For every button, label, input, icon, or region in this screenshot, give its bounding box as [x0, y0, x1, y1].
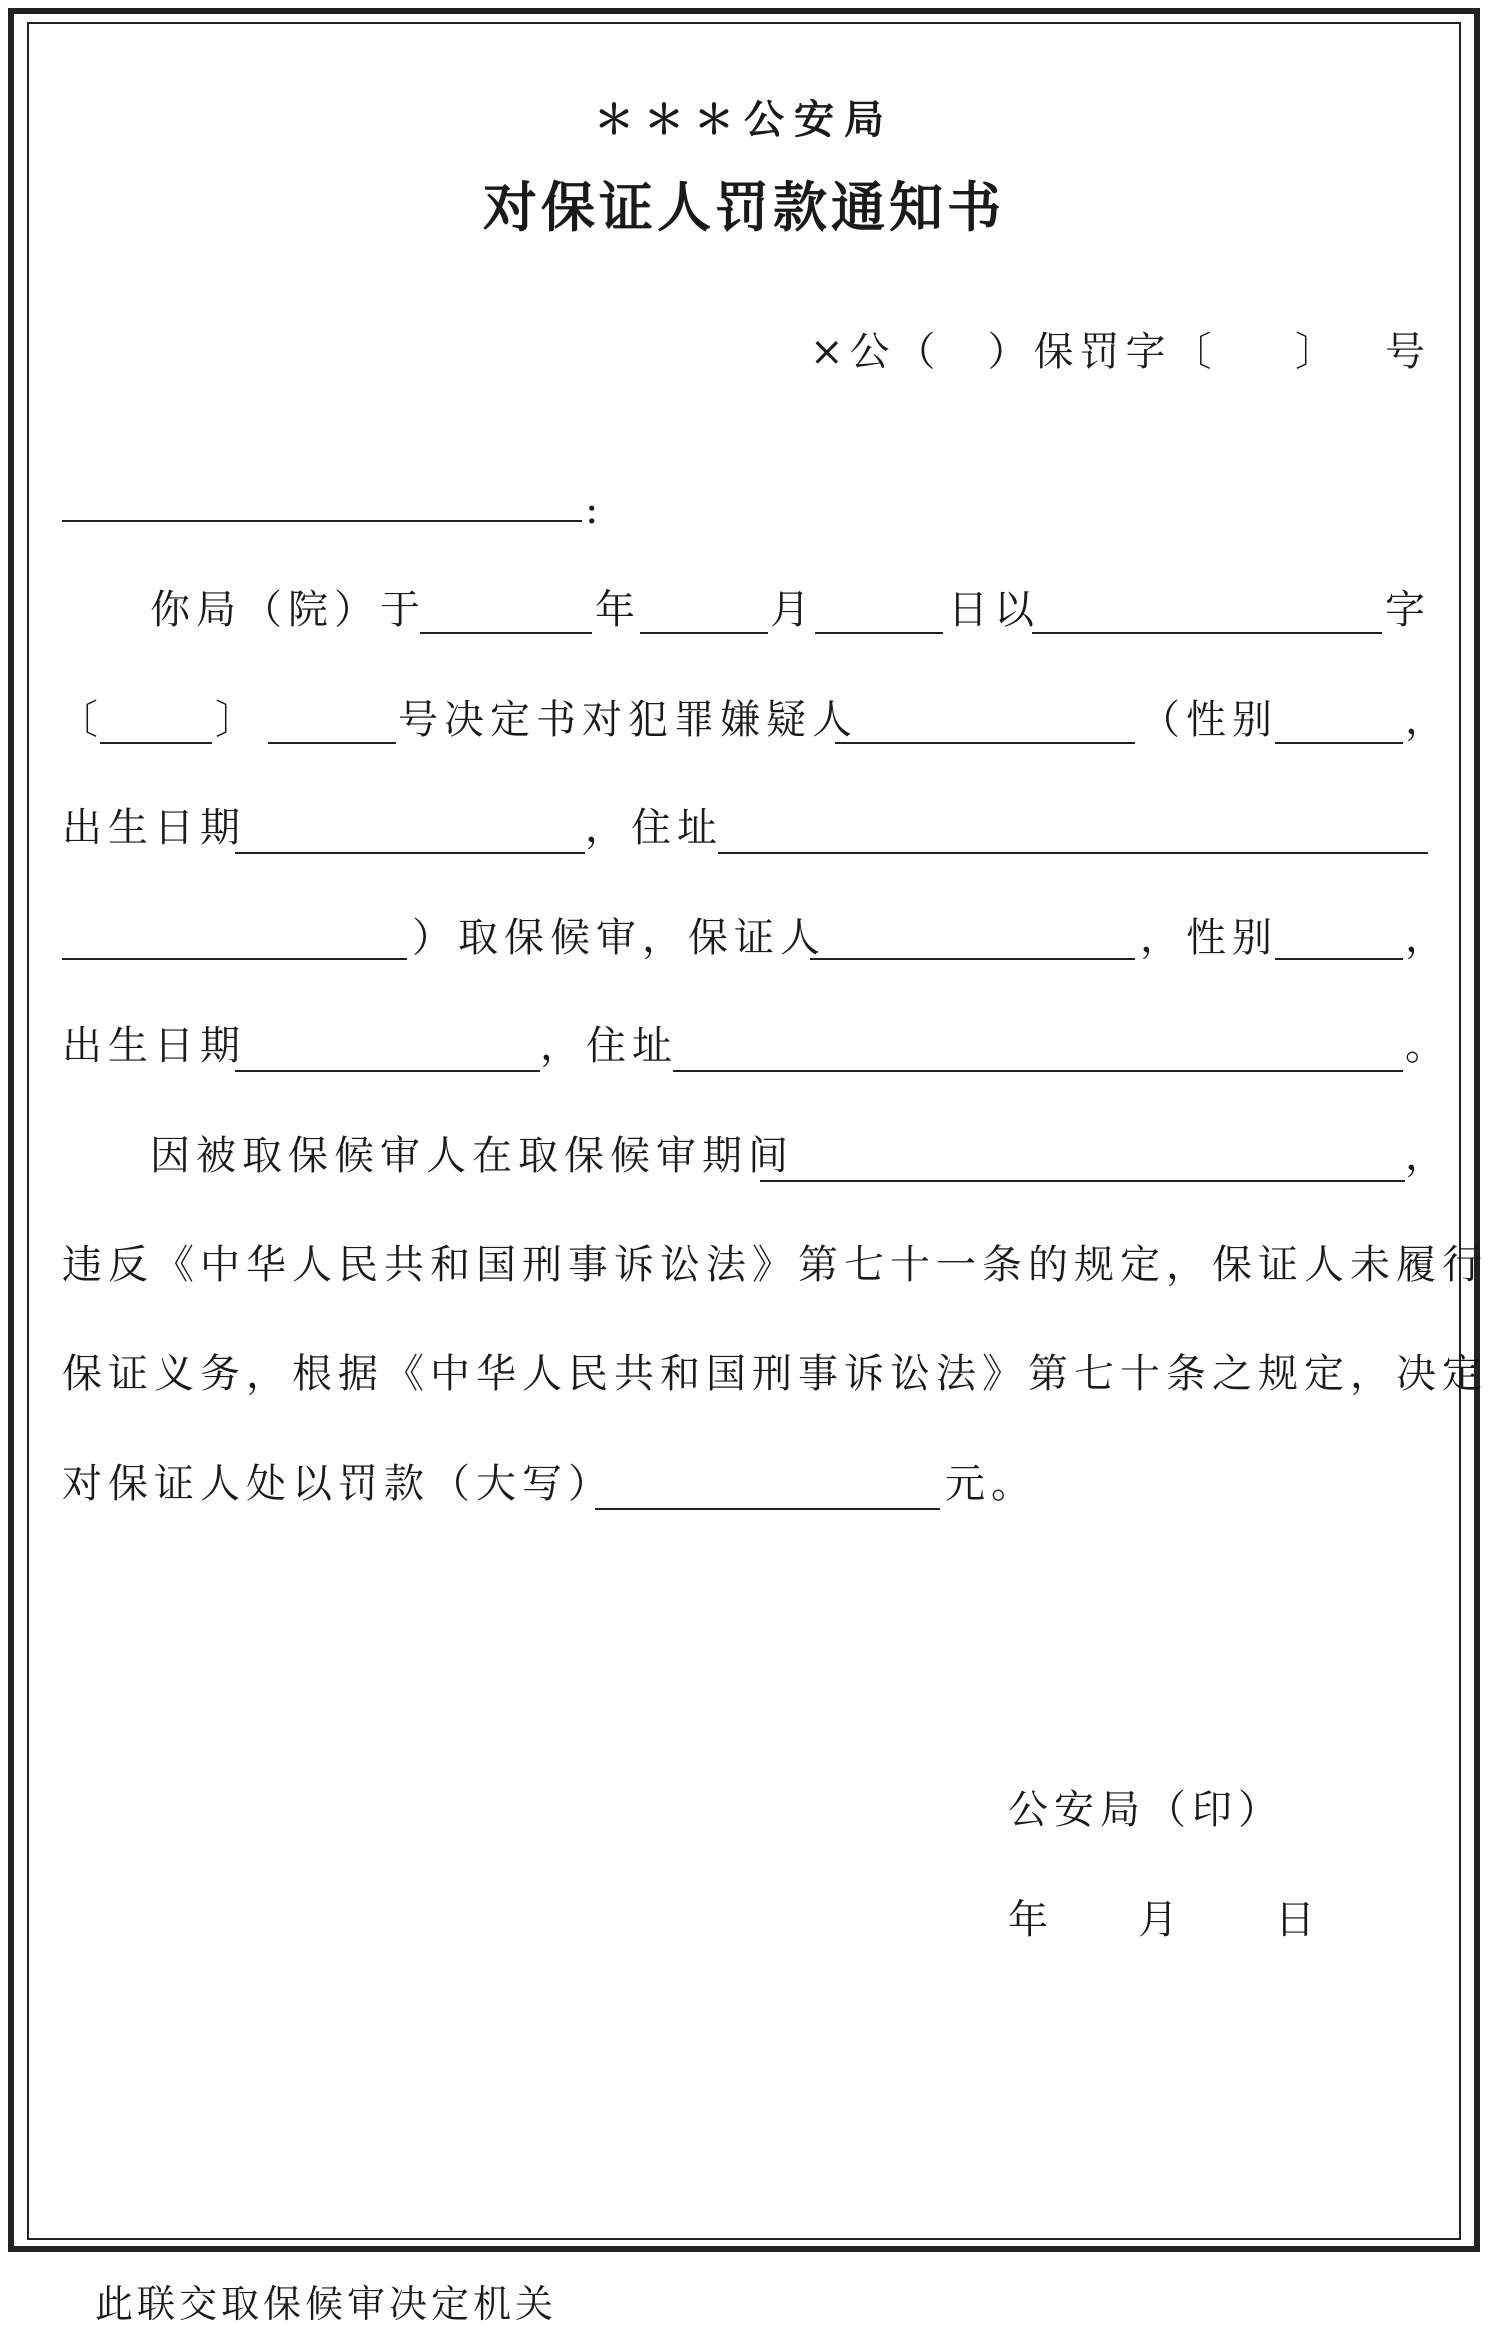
l5-period: 。 [1405, 1023, 1451, 1069]
suspect-address-cont-blank[interactable] [62, 958, 407, 960]
p2-line2: 违反《中华人民共和国刑事诉讼法》第七十一条的规定，保证人未履行 [62, 1242, 1488, 1288]
sign-year: 年 [1008, 1897, 1054, 1943]
l4-gender: ，性别 [1140, 915, 1278, 961]
p2-line3: 保证义务，根据《中华人民共和国刑事诉讼法》第七十条之规定，决定 [62, 1351, 1488, 1397]
l5-dob-label: 出生日期 [62, 1023, 246, 1069]
p1-zi: 字 [1385, 587, 1431, 633]
guarantor-gender-blank[interactable] [1275, 958, 1403, 960]
l4-text: ）取保候审，保证人 [412, 915, 826, 961]
suspect-gender-blank[interactable] [1275, 742, 1403, 744]
doc-number-suffix: 号 [1385, 329, 1431, 375]
inner-border [27, 22, 1461, 2240]
recipient-blank[interactable] [62, 520, 582, 522]
sign-month: 月 [1138, 1897, 1184, 1943]
fine-amount-blank[interactable] [595, 1508, 940, 1510]
agency-title: ＊＊＊公安局 [594, 96, 894, 143]
p1-day-yi: 日以 [948, 587, 1040, 633]
l2-close-bracket: 〕 [215, 697, 261, 743]
l5-addr-label: ，住址 [540, 1023, 678, 1069]
seal-line: 公安局（印） [1008, 1787, 1284, 1833]
year-blank[interactable] [420, 632, 592, 634]
l2-number-blank[interactable] [268, 742, 396, 744]
l2-comma: ， [1405, 697, 1451, 743]
document-title: 对保证人罚款通知书 [483, 175, 1005, 239]
doc-number-prefix: ×公（ ）保罚字〔 [810, 329, 1218, 375]
suspect-dob-blank[interactable] [235, 852, 585, 854]
p1-year: 年 [595, 587, 641, 633]
day-blank[interactable] [815, 632, 943, 634]
p2-comma: ， [1405, 1133, 1451, 1179]
guarantor-name-blank[interactable] [810, 958, 1135, 960]
violation-blank[interactable] [760, 1180, 1405, 1182]
guarantor-address-blank[interactable] [673, 1070, 1403, 1072]
p1-start: 你局（院）于 [150, 587, 426, 633]
l3-dob-label: 出生日期 [62, 805, 246, 851]
suspect-name-blank[interactable] [835, 742, 1135, 744]
l4-comma: ， [1405, 915, 1451, 961]
sign-day: 日 [1275, 1897, 1321, 1943]
l2-year-blank[interactable] [100, 742, 212, 744]
guarantor-dob-blank[interactable] [235, 1070, 540, 1072]
doc-number-bracket-close: 〕 [1295, 329, 1341, 375]
footer-note: 此联交取保候审决定机关 [95, 2282, 558, 2326]
p2-yuan: 元。 [945, 1461, 1037, 1507]
l2-gender: （性别 [1140, 697, 1278, 743]
p2-line4: 对保证人处以罚款（大写） [62, 1461, 614, 1507]
suspect-address-blank[interactable] [718, 852, 1428, 854]
recipient-colon: : [585, 487, 605, 533]
l2-open-bracket: 〔 [58, 697, 104, 743]
l3-addr-label: ，住址 [585, 805, 723, 851]
zi-blank[interactable] [1032, 632, 1382, 634]
p2-line1: 因被取保候审人在取保候审期间 [150, 1133, 794, 1179]
month-blank[interactable] [640, 632, 768, 634]
p1-month: 月 [770, 587, 816, 633]
l2-text: 号决定书对犯罪嫌疑人 [398, 697, 858, 743]
